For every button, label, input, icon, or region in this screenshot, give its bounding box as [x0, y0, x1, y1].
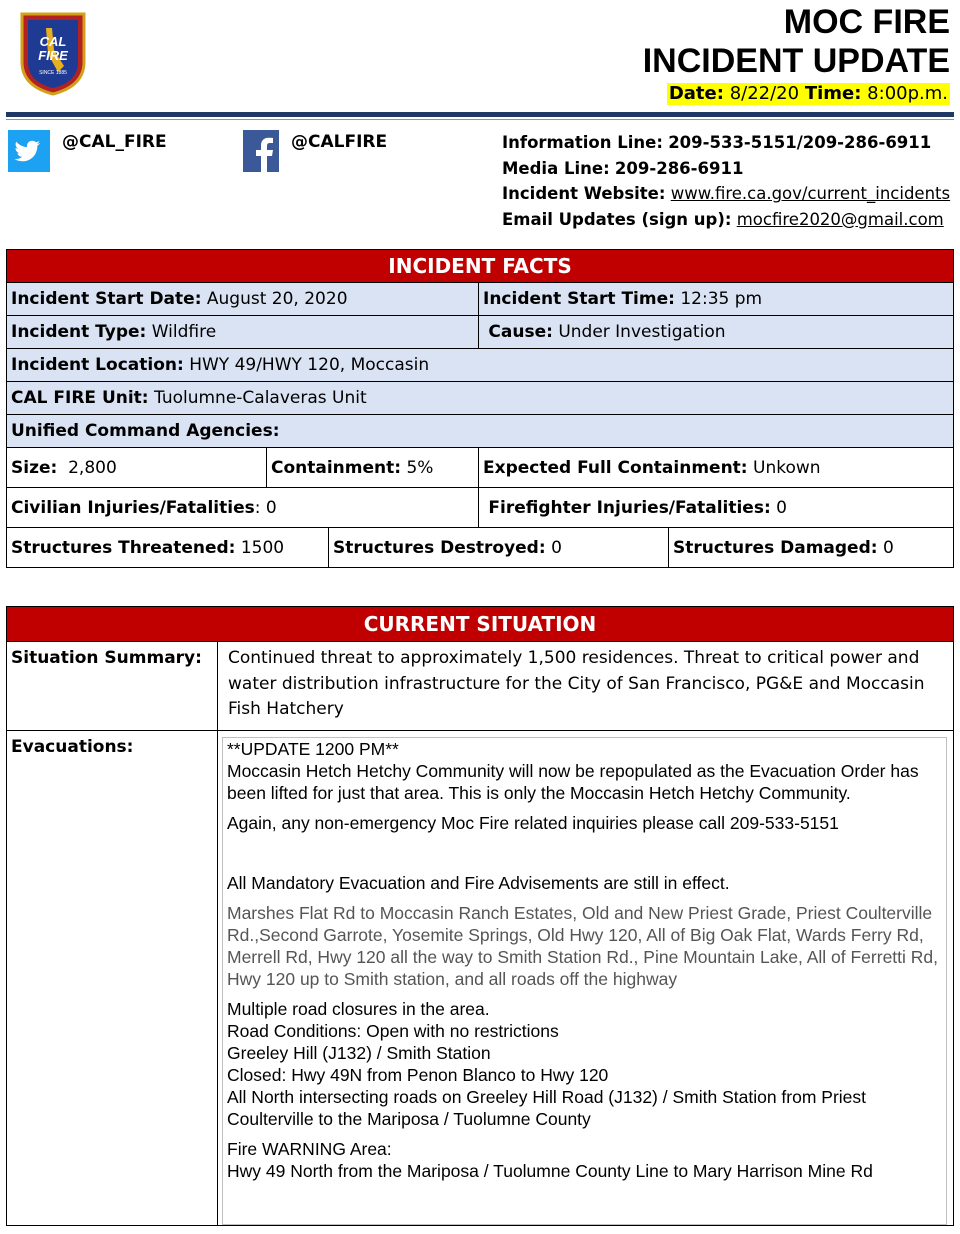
time-label: Time:	[804, 83, 862, 104]
start-date-cell	[7, 283, 479, 316]
evac-closed-hwy: Closed: Hwy 49N from Penon Blanco to Hwy 120	[227, 1065, 609, 1085]
containment-cell	[267, 448, 479, 488]
evacuations-content	[222, 737, 947, 1225]
current-situation-table	[6, 606, 954, 1226]
evac-road-conditions: Road Conditions: Open with no restrictions	[227, 1021, 559, 1041]
website-link[interactable]: www.fire.ca.gov/current_incidents	[670, 184, 951, 203]
twitter-icon	[8, 130, 50, 172]
media-line-label: Media Line:	[502, 158, 610, 178]
email-link[interactable]: mocfire2020@gmail.com	[736, 209, 944, 229]
twitter-handle: @CAL_FIRE	[62, 132, 167, 152]
destroyed-label: Structures Destroyed:	[333, 537, 546, 558]
title-line-1: MOC FIRE	[783, 3, 950, 41]
media-line-value: 209-286-6911	[614, 158, 744, 178]
date-time-bar	[667, 83, 950, 105]
logo-since-text: SINCE 1885	[39, 70, 67, 76]
full-containment-label: Expected Full Containment:	[483, 457, 748, 478]
evacuations-label: Evacuations:	[7, 731, 218, 1226]
unit-label: CAL FIRE Unit:	[11, 388, 149, 408]
size-cell	[7, 448, 267, 488]
full-containment-value: Unkown	[753, 457, 821, 478]
evac-areas: Marshes Flat Rd to Moccasin Ranch Estates, Old and New Priest Grade, Priest Coulterville Rd.,Second Garrote, Yosemite Springs, Old Hwy 120, All of Big Oak Flat, Wards Ferry Rd, Merrell Rd, Hwy 120 all the way to Smith Station Rd., Pine Mountain Lake, All of Ferretti Rd, Hwy 120 up to Smith station, and all roads off the highway	[227, 903, 939, 989]
agencies-cell	[7, 415, 954, 448]
type-label: Incident Type:	[11, 322, 147, 342]
cause-cell	[479, 316, 954, 349]
agencies-label: Unified Command Agencies:	[11, 421, 280, 441]
containment-value: 5%	[406, 457, 434, 478]
full-containment-cell	[479, 448, 954, 488]
evac-warning-area: Hwy 49 North from the Mariposa / Tuolumne County Line to Mary Harrison Mine Rd	[227, 1161, 873, 1181]
size-value: 2,800	[68, 457, 117, 478]
facebook-handle: @CALFIRE	[291, 132, 388, 152]
damaged-cell	[669, 528, 954, 568]
damaged-value: 0	[882, 537, 894, 558]
cause-value: Under Investigation	[558, 322, 726, 342]
civilian-cell	[7, 488, 479, 528]
incident-facts-table	[6, 249, 954, 568]
facebook-icon	[243, 130, 279, 172]
twitter-handle-block[interactable]	[8, 130, 167, 172]
threatened-label: Structures Threatened:	[11, 537, 236, 558]
date-label: Date:	[668, 83, 724, 104]
evac-greeley-hill: Greeley Hill (J132) / Smith Station	[227, 1043, 491, 1063]
firefighter-cell	[479, 488, 954, 528]
evac-warning-label: Fire WARNING Area:	[227, 1139, 392, 1159]
civilian-label: Civilian Injuries/Fatalities	[11, 497, 255, 518]
info-line-label: Information Line:	[502, 133, 663, 152]
evacuations-cell	[218, 731, 954, 1226]
header-rule	[6, 112, 954, 117]
location-label: Incident Location:	[11, 355, 184, 375]
start-date-value: August 20, 2020	[206, 289, 348, 309]
firefighter-label: Firefighter Injuries/Fatalities:	[488, 497, 771, 518]
size-label: Size:	[11, 457, 58, 478]
time-value: 8:00p.m.	[867, 83, 948, 104]
evac-north-roads: All North intersecting roads on Greeley Hill Road (J132) / Smith Station from Priest Coulterville to the Mariposa / Tuolumne County	[227, 1087, 867, 1129]
containment-label: Containment:	[271, 457, 402, 478]
facebook-handle-block[interactable]	[243, 130, 387, 172]
date-value: 8/22/20	[729, 83, 800, 104]
evac-inquiries: Again, any non-emergency Moc Fire related inquiries please call 209-533-5151	[227, 813, 839, 833]
current-situation-heading: CURRENT SITUATION	[7, 607, 954, 642]
website-label: Incident Website:	[502, 184, 666, 203]
location-value: HWY 49/HWY 120, Moccasin	[189, 355, 430, 375]
cal-fire-logo	[18, 10, 88, 96]
logo-cal-text: CAL	[39, 34, 67, 49]
incident-facts-heading: INCIDENT FACTS	[7, 250, 954, 283]
cause-label: Cause:	[488, 322, 553, 342]
evac-still-in-effect: All Mandatory Evacuation and Fire Advisements are still in effect.	[227, 873, 730, 893]
destroyed-value: 0	[551, 537, 562, 558]
contact-info	[502, 130, 950, 232]
info-line-value: 209-533-5151/209-286-6911	[668, 133, 932, 152]
type-cell	[7, 316, 479, 349]
type-value: Wildfire	[151, 322, 217, 342]
start-date-label: Incident Start Date:	[11, 289, 202, 309]
damaged-label: Structures Damaged:	[673, 537, 878, 558]
civilian-value: : 0	[254, 497, 277, 518]
location-cell	[7, 349, 954, 382]
start-time-label: Incident Start Time:	[483, 289, 675, 309]
email-label: Email Updates (sign up):	[502, 209, 732, 229]
threatened-value: 1500	[240, 537, 285, 558]
destroyed-cell	[329, 528, 669, 568]
start-time-cell	[479, 283, 954, 316]
evac-repopulated: Moccasin Hetch Hetchy Community will now be repopulated as the Evacuation Order has been lifted for just that area. This is only the Moccasin Hetch Hetchy Community.	[227, 761, 919, 803]
unit-cell	[7, 382, 954, 415]
situation-summary-text: Continued threat to approximately 1,500 residences. Threat to critical power and water distribution infrastructure for the City of San Francisco, PG&E and Moccasin Fish Hatchery	[218, 642, 954, 731]
situation-summary-label: Situation Summary:	[7, 642, 218, 731]
logo-fire-text: FIRE	[38, 48, 68, 63]
start-time-value: 12:35 pm	[680, 289, 763, 309]
firefighter-value: 0	[776, 497, 787, 518]
evac-update: **UPDATE 1200 PM**	[227, 739, 399, 759]
evac-road-closures: Multiple road closures in the area.	[227, 999, 490, 1019]
threatened-cell	[7, 528, 329, 568]
header-rule-thin	[6, 119, 954, 120]
title-line-2: INCIDENT UPDATE	[642, 42, 950, 80]
unit-value: Tuolumne-Calaveras Unit	[154, 388, 367, 408]
